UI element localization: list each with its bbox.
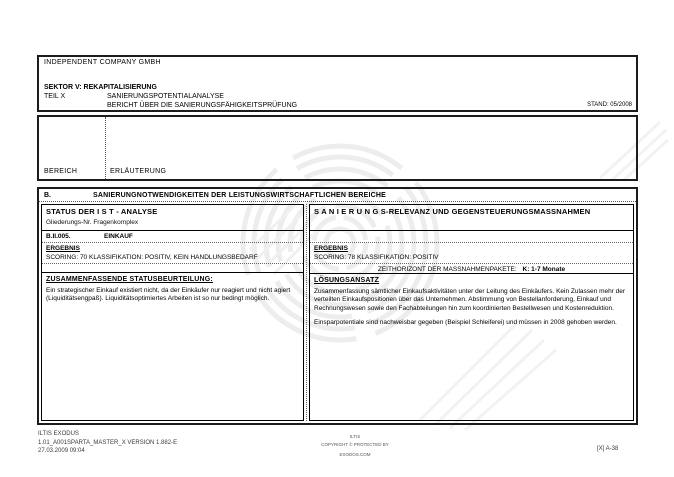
item-name: EINKAUF: [104, 233, 133, 240]
item-row-empty: [310, 231, 633, 243]
footer-app-name: ILTIS EXODUS: [38, 431, 79, 437]
section-b-box: [37, 187, 638, 425]
status-body-box: [42, 273, 303, 420]
erlaeuterung-label: ERLÄUTERUNG: [110, 168, 167, 175]
copyright-site: EXODOS.COM: [339, 452, 371, 457]
ergebnis-row-left: [42, 243, 303, 273]
scoring-right: SCORING: 78 KLASSIFIKATION: POSITIV: [310, 254, 633, 264]
status-column: [41, 204, 307, 421]
zeithorizont-row: [310, 266, 633, 273]
report-header-box: [37, 55, 638, 112]
item-row: [42, 231, 303, 243]
footer-copyright-block: [300, 433, 410, 458]
copyright-line: COPYRIGHT © PROTECTED BY: [321, 442, 389, 447]
ergebnis-label-left: ERGEBNIS: [46, 245, 80, 252]
sanierung-title: S A N I E R U N G S-RELEVANZ UND GEGENSTEUERUNGSMASSNAHMEN: [314, 207, 591, 216]
company-name: INDEPENDENT COMPANY GMBH: [44, 59, 161, 66]
legend-box: [37, 115, 638, 181]
section-title: SANIERUNGNOTWENDIGKEITEN DER LEISTUNGSWIRTSCHAFTLICHEN BEREICHE: [93, 191, 386, 199]
status-title: STATUS DER I S T - ANALYSE: [46, 207, 158, 216]
item-number: B.II.005.: [46, 233, 71, 240]
section-id: B.: [44, 191, 51, 199]
ergebnis-row-right: [310, 243, 633, 274]
sanierung-header: [310, 205, 633, 231]
teil-label: TEIL X: [44, 93, 66, 100]
sanierung-column: [307, 204, 634, 421]
legend-divider: [105, 117, 106, 179]
page-number: [X] A-38: [597, 446, 619, 452]
ergebnis-label-right: ERGEBNIS: [314, 245, 348, 252]
zeithorizont-value: K: 1-7 Monate: [522, 266, 566, 273]
bereich-label: BEREICH: [44, 168, 78, 175]
section-columns: [39, 202, 636, 423]
zeithorizont-label: ZEITHORIZONT DER MASSNAHMENPAKETE:: [377, 266, 517, 273]
teil-subtitle-1: SANIERUNGSPOTENTIALANALYSE: [107, 93, 224, 100]
copyright-brand: ILTIS: [349, 434, 361, 439]
footer-timestamp: 27.03.2009 09:04: [38, 448, 85, 454]
stand-date: STAND: 05/2008: [587, 102, 632, 108]
status-header: [42, 205, 303, 231]
sektor-title: SEKTOR V: REKAPITALISIERUNG: [44, 84, 157, 91]
scoring-left: SCORING: 70 KLASSIFIKATION: POSITIV, KEIN HANDLUNGSBEDARF: [42, 254, 303, 264]
status-subtitle: Gliederungs-Nr. Fragenkomplex: [46, 219, 139, 226]
footer-version: 1.01_A001SPARTA_MASTER_X VERSION 1.882-E: [38, 439, 178, 446]
footer-version-block: [38, 430, 177, 456]
section-title-row: [39, 189, 636, 202]
teil-subtitle-2: BERICHT ÜBER DIE SANIERUNGSFÄHIGKEITSPRÜFUNG: [107, 102, 298, 109]
loesung-body-box: [310, 274, 633, 420]
loesung-text-1: Zusammenfassung sämtlicher Einkaufsaktivitäten unter der Leitung des Einkäufers. Kein Zulassen mehr der verteilten Einkaufspositionen über das Unternehmen. Abstimmung von Bestellanforderung, Einkauf und Rechnungswesen sowie den Fachabteilungen hin zum koordinierten Bestellwesen und Kostenreduktion.: [314, 288, 626, 312]
status-text: Ein strategischer Einkauf existiert nicht, da der Einkäufer nur reagiert und nicht agiert (Liquiditätsengpaß). Liquiditätsoptimiertes Arbeiten ist so nur bedingt möglich.: [46, 287, 291, 303]
loesung-heading: LÖSUNGSANSATZ: [314, 277, 380, 284]
status-heading: ZUSAMMENFASSENDE STATUSBEURTEILUNG:: [46, 276, 213, 283]
loesung-text-2: Einsparpotentiale sind nachweisbar gegeben (Beispiel Schleiferei) und müssen in 2008 gehoben werden.: [314, 319, 617, 327]
status-stack: [41, 204, 304, 421]
sanierung-stack: [309, 204, 634, 421]
